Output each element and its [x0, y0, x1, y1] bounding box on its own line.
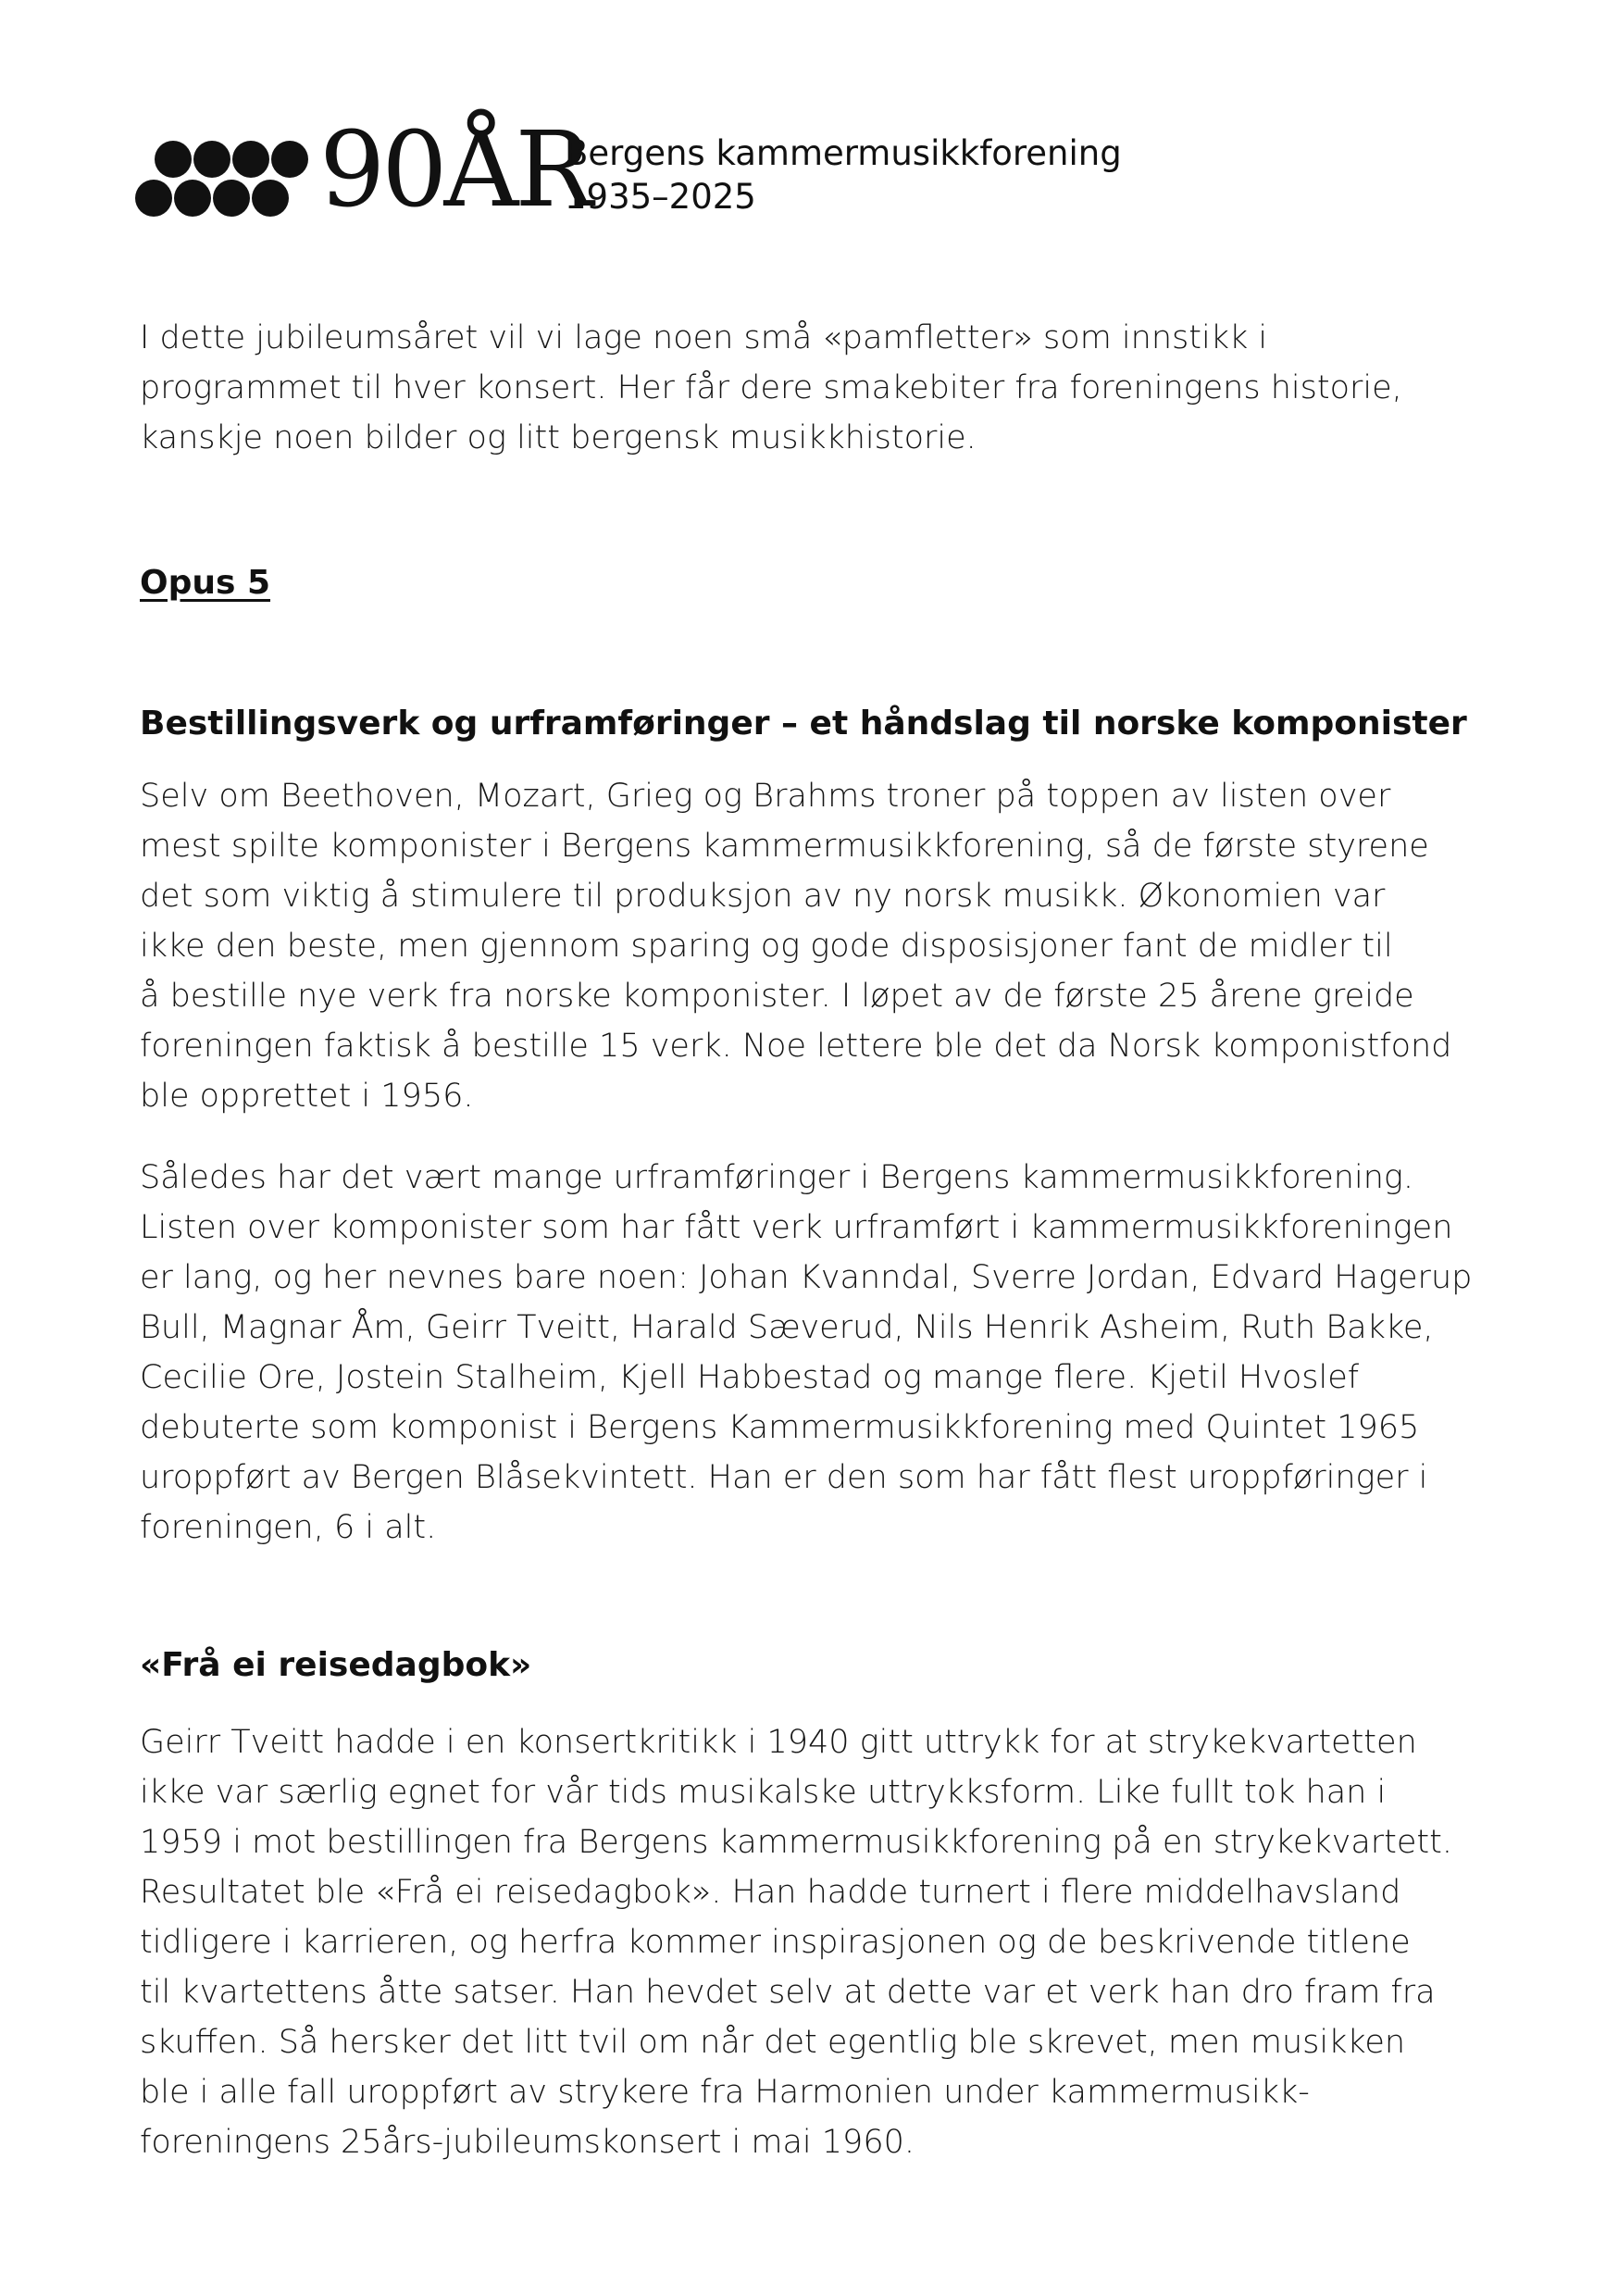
intro-line: programmet til hver konsert. Her får dere smakebiter fra foreningens historie,: [140, 369, 1402, 406]
nine-dots-logo-icon: [134, 139, 310, 222]
text-line: foreningen faktisk å bestille 15 verk. Noe lettere ble det da Norsk komponistfond: [140, 1028, 1452, 1065]
text-line: det som viktig å stimulere til produksjon av ny norsk musikk. Økonomien var: [140, 878, 1386, 915]
intro-line: I dette jubileumsåret vil vi lage noen små «pamfletter» som innstikk i: [140, 319, 1268, 356]
text-line: Geirr Tveitt hadde i en konsertkritikk i 1940 gitt uttrykk for at strykekvartetten: [140, 1724, 1417, 1761]
text-line: mest spilte komponister i Bergens kammermusikkforening, så de første styrene: [140, 828, 1429, 865]
org-name: Bergens kammermusikkforening: [565, 133, 1122, 173]
text-line: til kvartettens åtte satser. Han hevdet selv at dette var et verk han dro fram fra: [140, 1974, 1436, 2011]
section2-paragraph-1: [140, 1717, 1528, 2167]
section1-paragraph-2: [140, 1153, 1528, 1553]
logo-90-years: 90ÅR: [319, 110, 590, 231]
text-line: å bestille nye verk fra norske komponister. I løpet av de første 25 årene greide: [140, 978, 1414, 1015]
section1-paragraph-1: [140, 771, 1528, 1121]
section-heading-reisedagbok: «Frå ei reisedagbok»: [140, 1646, 532, 1684]
text-line: ble opprettet i 1956.: [140, 1078, 474, 1115]
text-line: Cecilie Ore, Jostein Stalheim, Kjell Habbestad og mange flere. Kjetil Hvoslef: [140, 1359, 1360, 1396]
intro-paragraph: [140, 313, 1510, 463]
opus-heading: Opus 5: [140, 564, 271, 602]
text-line: ikke den beste, men gjennom sparing og gode disposisjoner fant de midler til: [140, 928, 1393, 965]
text-line: ikke var særlig egnet for vår tids musikalske uttrykksform. Like fullt tok han i: [140, 1774, 1387, 1811]
org-years: 1935–2025: [565, 177, 756, 217]
text-line: foreningens 25års-jubileumskonsert i mai 1960.: [140, 2124, 915, 2161]
text-line: 1959 i mot bestillingen fra Bergens kammermusikkforening på en strykekvartett.: [140, 1824, 1452, 1861]
text-line: Bull, Magnar Åm, Geirr Tveitt, Harald Sæverud, Nils Henrik Asheim, Ruth Bakke,: [140, 1309, 1434, 1346]
text-line: tidligere i karrieren, og herfra kommer inspirasjonen og de beskrivende titlene: [140, 1924, 1411, 1961]
text-line: uroppført av Bergen Blåsekvintett. Han er den som har fått flest uroppføringer i: [140, 1459, 1428, 1496]
text-line: foreningen, 6 i alt.: [140, 1509, 437, 1546]
section-heading-bestillingsverk: Bestillingsverk og urframføringer – et håndslag til norske komponister: [140, 705, 1467, 742]
text-line: er lang, og her nevnes bare noen: Johan Kvanndal, Sverre Jordan, Edvard Hagerup: [140, 1259, 1473, 1296]
logo-subtitle: [565, 131, 1122, 218]
text-line: Således har det vært mange urframføringer i Bergens kammermusikkforening.: [140, 1159, 1414, 1196]
intro-line: kanskje noen bilder og litt bergensk musikkhistorie.: [140, 419, 977, 456]
text-line: Selv om Beethoven, Mozart, Grieg og Brahms troner på toppen av listen over: [140, 778, 1391, 815]
text-line: debuterte som komponist i Bergens Kammermusikkforening med Quintet 1965: [140, 1409, 1420, 1446]
text-line: Listen over komponister som har fått verk urframført i kammermusikkforeningen: [140, 1209, 1453, 1246]
text-line: ble i alle fall uroppført av strykere fra Harmonien under kammermusikk-: [140, 2074, 1310, 2111]
jubilee-logo: [134, 110, 1152, 231]
text-line: Resultatet ble «Frå ei reisedagbok». Han hadde turnert i flere middelhavsland: [140, 1874, 1401, 1911]
text-line: skuffen. Så hersker det litt tvil om når det egentlig ble skrevet, men musikken: [140, 2024, 1406, 2061]
